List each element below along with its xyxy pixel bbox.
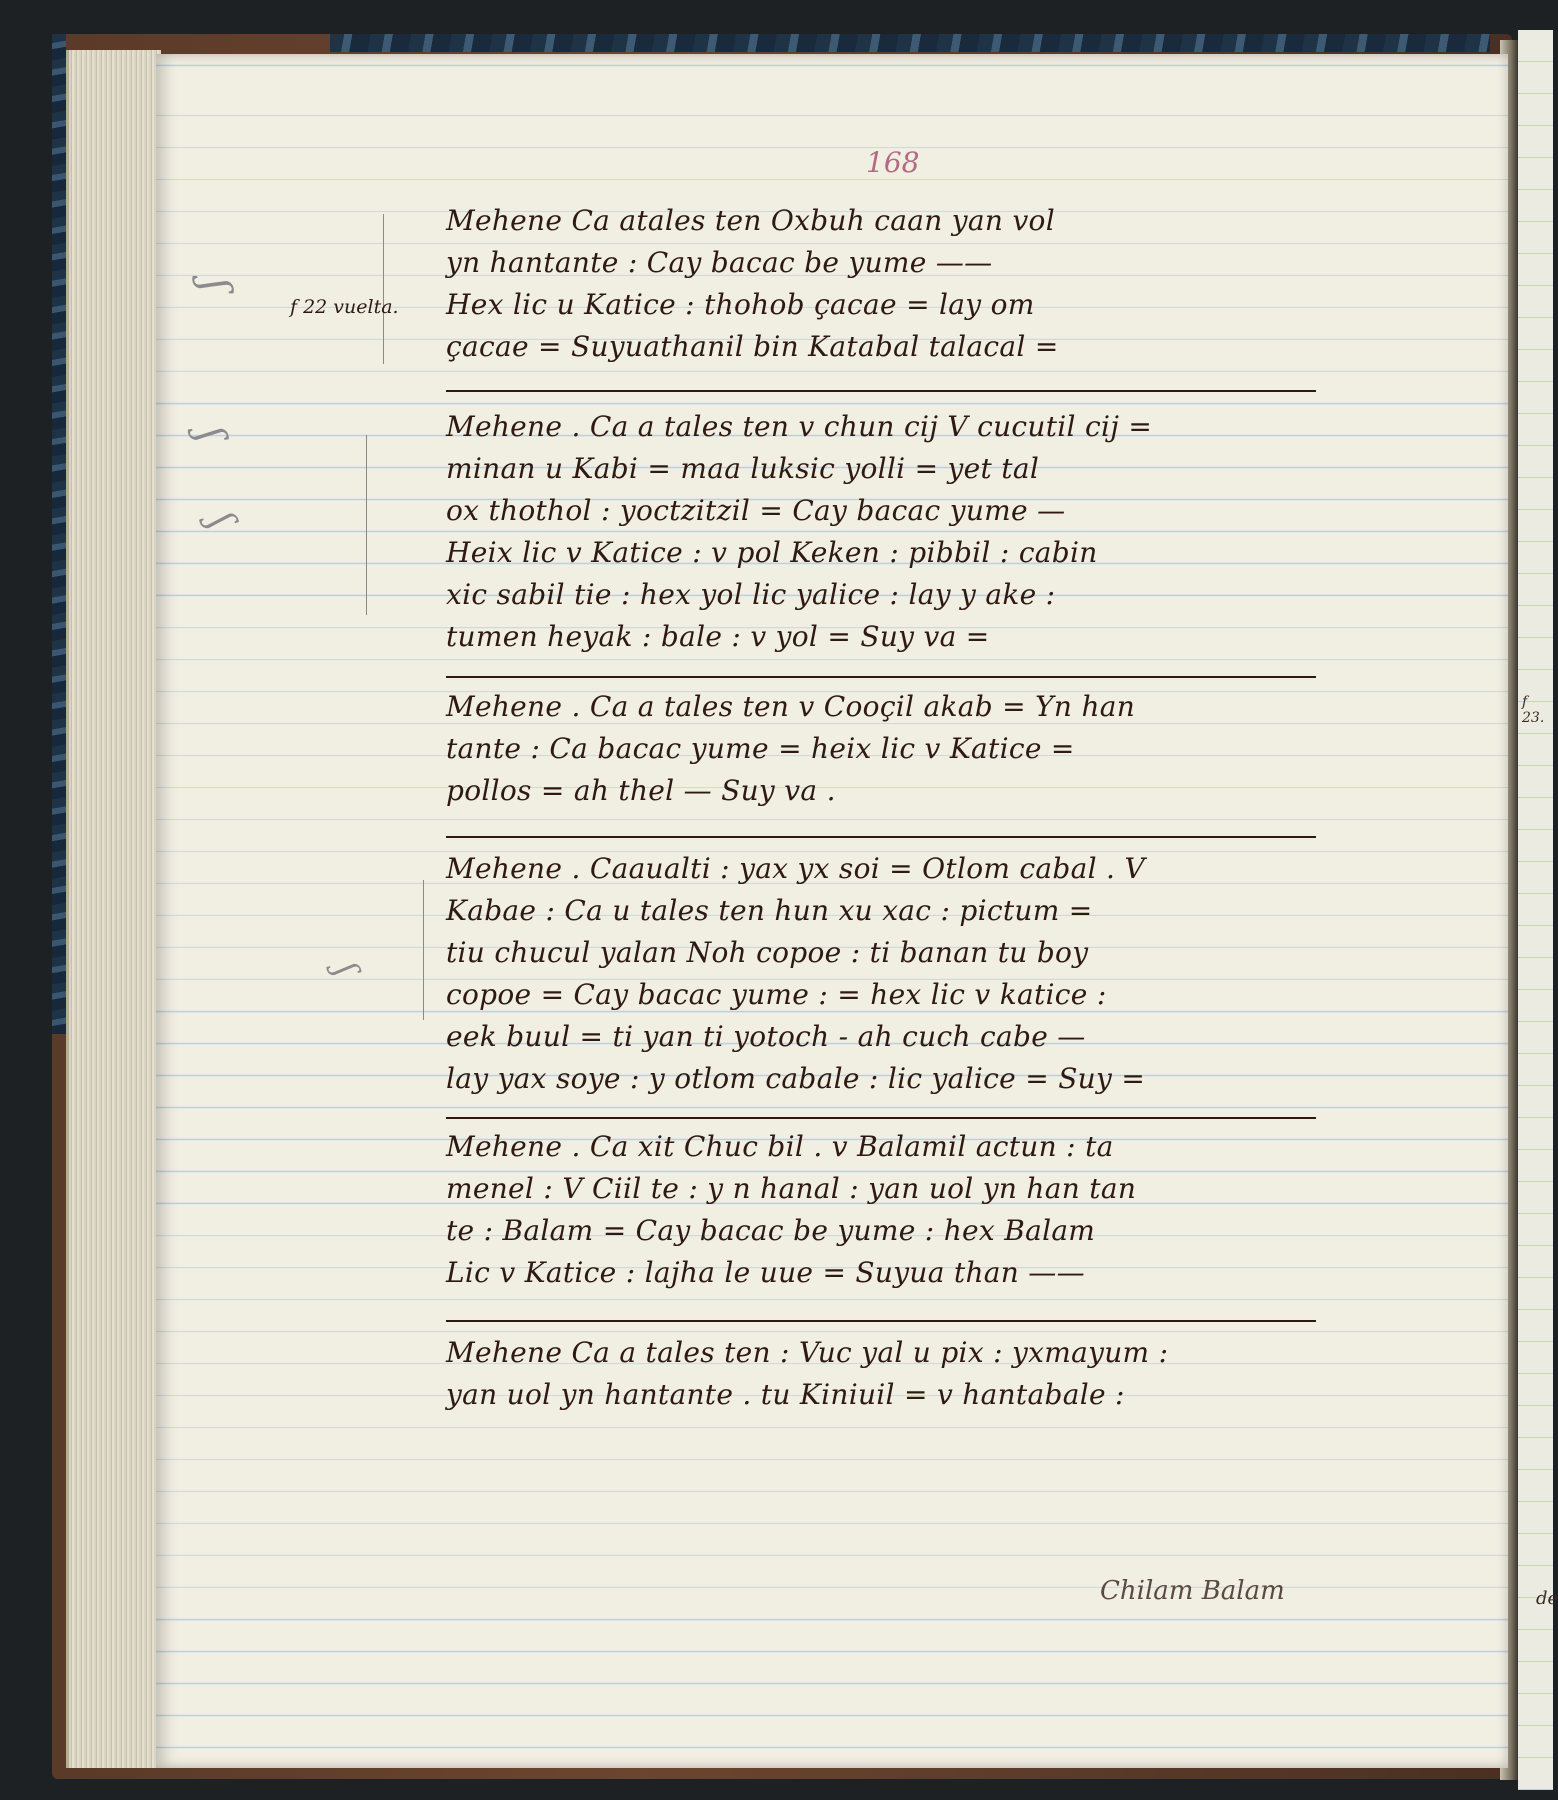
entry-line: xic sabil tie : hex yol lic yalice : lay y ake : [446,578,1056,611]
next-page-fragment: de [1536,1588,1558,1609]
marbled-cover-edge [52,34,66,1034]
entry-line: tumen heyak : bale : v yol = Suy va = [446,620,990,653]
folio-margin-note: f 22 vuelta. [290,296,399,318]
entry-line: Kabae : Ca u tales ten hun xu xac : pictum = [446,894,1093,927]
entry-divider [446,390,1316,392]
entry-line: tante : Ca bacac yume = heix lic v Katice = [446,732,1075,765]
entry-line: Mehene . Ca a tales ten v Cooçil akab = Yn han [446,690,1136,723]
entry-divider [446,836,1316,838]
entry-line: Hex lic u Katice : thohob çacae = lay om [446,288,1035,321]
entry-line: minan u Kabi = maa luksic yolli = yet tal [446,452,1040,485]
entry-line: lay yax soye : y otlom cabale : lic yalice = Suy = [446,1062,1146,1095]
pencil-mark-2: ʃ [188,421,234,447]
entry-line: çacae = Suyuathanil bin Katabal talacal = [446,330,1059,363]
entry-line: Mehene . Ca xit Chuc bil . v Balamil actun : ta [446,1130,1114,1163]
entry-line: Lic v Katice : lajha le uue = Suyua than —— [446,1256,1085,1289]
entry-3 [446,686,1346,812]
margin-rule-2 [366,435,367,615]
entry-divider [446,1117,1316,1119]
entry-line: Mehene Ca a tales ten : Vuc yal u pix : yxmayum : [446,1336,1169,1369]
entry-line: copoe = Cay bacac yume : = hex lic v katice : [446,978,1107,1011]
entry-line: Mehene Ca atales ten Oxbuh caan yan vol [446,204,1055,237]
margin-rule-3 [423,880,424,1020]
entry-divider [446,1320,1316,1322]
entry-line: menel : V Ciil te : y n hanal : yan uol yn han tan [446,1172,1137,1205]
pencil-mark-1: ʃ [191,275,240,295]
entry-divider [446,676,1316,678]
entry-line: Heix lic v Katice : v pol Keken : pibbil : cabin [446,536,1098,569]
page-number: 168 [866,146,920,179]
entry-4 [446,848,1346,1100]
entry-5 [446,1126,1346,1294]
entry-line: Mehene . Ca a tales ten v chun cij V cucutil cij = [446,410,1153,443]
entry-1 [446,200,1346,368]
entry-line: eek buul = ti yan ti yotoch - ah cuch cabe — [446,1020,1086,1053]
page-edges [66,50,161,1768]
entry-2 [446,406,1346,658]
signature: Chilam Balam [1100,1576,1285,1606]
marbled-cover-top [330,34,1490,52]
entry-line: yan uol yn hantante . tu Kiniuil = v hantabale : [446,1378,1125,1411]
entry-line: yn hantante : Cay bacac be yume —— [446,246,993,279]
entry-6 [446,1332,1346,1416]
margin-rule-1 [383,214,384,364]
folio-margin-note-right: f 23. [1522,694,1545,726]
entry-line: Mehene . Caaualti : yax yx soi = Otlom cabal . V [446,852,1145,885]
entry-line: te : Balam = Cay bacac be yume : hex Balam [446,1214,1096,1247]
entry-line: tiu chucul yalan Noh copoe : ti banan tu boy [446,936,1089,969]
pencil-mark-3: ʃ [200,506,242,535]
entry-line: pollos = ah thel — Suy va . [446,774,836,807]
pencil-mark-4: ʃ [327,957,366,981]
next-page-edge [1518,30,1553,1790]
entry-line: ox thothol : yoctzitzil = Cay bacac yume — [446,494,1066,527]
